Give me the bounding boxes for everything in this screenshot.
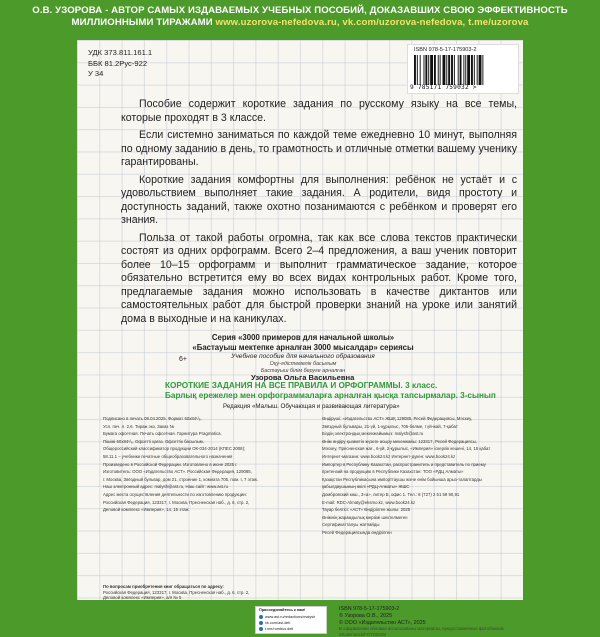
social-link-telegram[interactable] [259, 627, 293, 631]
banner-line-2 [0, 17, 600, 29]
series-block [153, 333, 453, 375]
isbn-copyright-block [339, 606, 519, 637]
cover-page-area [77, 40, 523, 637]
udk-block [88, 48, 152, 80]
social-link-vk[interactable] [259, 621, 290, 625]
imprint-line: Бумага офсетная. Печать офсетная. Гарнитура Pragmatica. [103, 431, 222, 437]
description-paragraph: Польза от такой работы огромна, так как все слова текстов практически состоят из одних орфограмм. Всего 2–4 предложения, а ваш ученик повторит более 10–15 орфограмм и выполнит грамматическое задание, которое обязательно встретится ему во всех видах контрольных работ. Кроме того, предлагаемые задания можно использовать в качестве диктантов или самостоятельных работ для быстрой проверки знаний на уроке или занятий дома в выходные и на каникулах. [121, 231, 517, 325]
udk-code: УДК 373.811.161.1 [88, 48, 153, 57]
orders-address-2: Деловой комплекс «Империя», а/я № 5 [103, 595, 182, 601]
imprint-right [322, 416, 518, 538]
copyright-publisher: © ООО «Издательство АСТ», 2025 [339, 619, 426, 626]
imprint-line: Ресей Федерациясында өндірілген [322, 529, 392, 535]
imprint-left [103, 416, 315, 515]
imprint-line: Домбровский көш., 3«а», литер Б, офис 1. Тел.: 8 (727) 2 51 59 90,91 [322, 491, 460, 497]
imprint-line: E-mail: RDC-Almaty@eksmo.kz, www.book24.kz [322, 499, 416, 505]
imprint-line: Біздің электрондық мекенжайымыз: malysh@ast.ru [322, 431, 424, 437]
social-link-telegram-text: t.me/rumbus.deti [265, 627, 294, 631]
banner-tirage-text: МИЛЛИОННЫМИ ТИРАЖАМИ [71, 16, 213, 28]
orders-info [103, 584, 315, 601]
imprint-line: Российская Федерация, 123317, г. Москва, Пресненская наб., д. 6, стр. 2, [103, 499, 250, 505]
description-paragraph: Пособие содержит короткие задания по русскому языку на все темы, которые проходят в 3 классе. [121, 98, 517, 124]
barcode-bars-icon [414, 55, 510, 85]
imprint-line: қабылдаушының өкілі «РДЦ-Алматы» ЖШС [322, 484, 410, 490]
description-paragraph: Короткие задания комфортны для выполнения: ребёнок не устаёт и с удовольствием выполняет такие задания. А родители, видя простоту и доступность заданий, также охотно позанимаются с ребёнком и проверят его знания. [121, 173, 517, 226]
imprint-line: Усл. печ. л. 2,6. Тираж экз. Заказ № [103, 423, 175, 429]
imprint-line: Звёздный бульвары, 21-үй, 1-құрылыс, 705-бөлме, I үй-жай, 7-қабат [322, 423, 458, 429]
imprint-line: Өнімнің жарамдылық мерзімі шектелмеген [322, 514, 408, 520]
social-link-vk-text: vk.com/ast.deti [265, 621, 291, 625]
imprint-line: Өндіруші: «Издательство АСТ» ЖШҚ 129085, Ресей Федерациясы, Мәскеу, [322, 416, 473, 421]
series-title: Серия «3000 примеров для начальной школы» [211, 333, 395, 342]
series-subtitle: Учебное пособие для начального образования [231, 353, 375, 360]
barcode-isbn: ISBN 978-5-17-175903-2 [414, 47, 477, 53]
imprint-line: Интернет-магазин: www.book24.kz Интернет-дүкен: www.book24.kz [322, 453, 456, 459]
imprint-line: Адрес места осуществления деятельности по изготовлению продукции: [103, 491, 247, 497]
bbk-code: ББК 81.2Рус-922 [88, 58, 148, 68]
imprint-line: Пішімі 60х84¹/₈. Офсетті қағаз. Офсеттік басылым. [103, 438, 204, 444]
description-text [121, 98, 517, 330]
social-title: Присоединяйтесь к нам! [259, 608, 306, 612]
imprint-line: Изготовитель: ООО «Издательство АСТ». Российская Федерация, 129085, [103, 469, 252, 475]
copyright-author: © Узорова О.В., 2025 [339, 612, 393, 619]
imprint-line: Импортер в Республику Казахстан, распространитель и представитель по приему [322, 461, 486, 467]
description-paragraph: Если системно заниматься по каждой теме ежедневно 10 минут, выполняя по одному заданию в день, то грамотность и отличные отметки вашему ученику гарантированы. [121, 129, 517, 168]
book-title-kz: Барлық ережелер мен орфограммаларға арналған қысқа тапсырмалар. 3-сынып [165, 391, 496, 400]
barcode-digits: 9 785171 759032 > [410, 84, 477, 91]
series-title-kz: «Бастауыш мектепке арналған 3000 мысалдар» сериясы [192, 342, 414, 352]
book-title: КОРОТКИЕ ЗАДАНИЯ НА ВСЕ ПРАВИЛА И ОРФОГРАММЫ. 3 класс. [165, 381, 438, 390]
telegram-icon [259, 627, 263, 631]
imprint-line: 58.11.1 – учебники печатные общеобразовательного назначения [103, 453, 233, 459]
imprint-line: Произведено в Российской Федерации. Изготовлено в июне 2025 г. [103, 461, 238, 467]
imprint-line: Сертификатталуы жатпайды [322, 522, 380, 528]
orders-address-1: Российская Федерация, 123317, г. Москва, Пресненская наб., д. 6, стр. 2, [103, 589, 250, 595]
series-subtitle-kz-2: Бастауыш білім беруге арналған [260, 368, 346, 374]
social-link-site[interactable] [259, 615, 315, 619]
barcode [407, 44, 519, 94]
cover-credit-note: В оформлении обложки использованы материалы, предоставленные фотобанком Shutterstock/FOTODOM [339, 626, 504, 637]
imprint-line: Қазақстан Республикасына импорттаушы және өнім бойынша арыз-талаптарды [322, 476, 482, 482]
imprint-line: Мәскеу, Пресненская жағ., 6-үй, 2-құрылыс, «Империя» іскерлік кешені, 14, 15 қабат [322, 446, 491, 452]
imprint-line: Подписано в печать 08.04.2025. Формат 60x84¹/₈. [103, 416, 202, 421]
imprint-line: Наш электронный адрес: malysh@ast.ru, Наш сайт: www.ast.ru [103, 484, 228, 490]
imprint-line: претензий на продукцию в Республике Казахстан: ТОО «РДЦ Алматы» [322, 469, 464, 475]
globe-icon [259, 615, 263, 619]
social-link-site-text: www.ast.ru/redactions/malysh [265, 615, 316, 619]
banner-urls: www.uzorova-nefedova.ru, vk.com/uzorova-nefedova, t.me/uzorova [215, 16, 529, 28]
top-banner [0, 0, 600, 40]
social-links [255, 606, 327, 634]
imprint-line: Деловой комплекс «Империя», 14, 15 этаж [103, 507, 189, 513]
author-name: Узорова Ольга Васильевна [251, 373, 355, 382]
imprint-line: Тауар белгісі: «АСТ» Өндірілген жылы: 2025 [322, 507, 411, 513]
age-rating-badge: 6+ [179, 356, 187, 363]
banner-line-1: О.В. УЗОРОВА - АВТОР САМЫХ ИЗДАВАЕМЫХ УЧЕБНЫХ ПОСОБИЙ, ДОКАЗАВШИХ СВОЮ ЭФФЕКТИВНОСТЬ [32, 5, 568, 16]
author-mark: У 34 [88, 69, 104, 78]
redaction-name: Редакция «Малыш. Обучающая и развивающая литература» [223, 403, 400, 410]
imprint-line: Общероссийский классификатор продукции ОК-034-2014 (КПЕС 2008); [103, 446, 246, 452]
isbn-number: ISBN 978-5-17-175903-2 [339, 606, 400, 612]
imprint-line: г. Москва, Звёздный бульвар, дом 21, строение 1, комната 705, пом. I, 7 этаж. [103, 476, 259, 482]
imprint-line: Өнім өндіру қызметін жүзеге асыру мекенжайы: 123317, Ресей Федерациясы, [322, 438, 478, 444]
orders-title: По вопросам приобретения книг обращаться по адресу: [103, 584, 224, 589]
vk-icon [259, 621, 263, 625]
series-subtitle-kz-1: Оқу-әдістемелік басылым [269, 361, 337, 367]
